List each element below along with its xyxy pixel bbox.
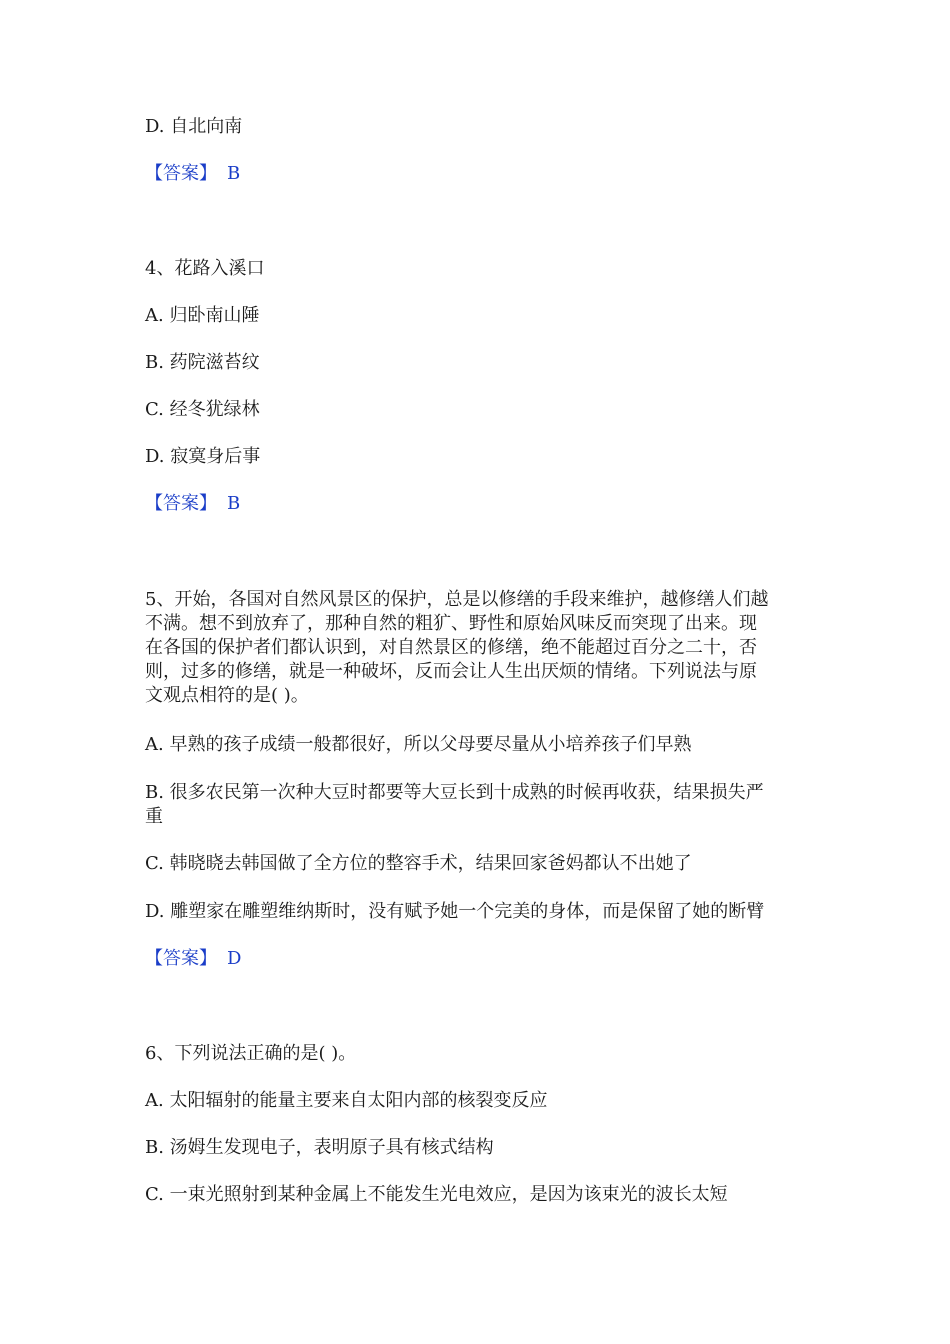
- q5-stem-line-5: 文观点相符的是( )。: [145, 685, 309, 706]
- q4-option-b: B. 药院滋苔纹: [145, 352, 260, 373]
- q5-option-b-line-2: 重: [145, 806, 163, 827]
- answer-label: 【答案】: [145, 163, 217, 184]
- q5-answer: [145, 948, 815, 970]
- answer-value: B: [227, 493, 241, 514]
- q3-option-d: D. 自北向南: [145, 116, 243, 137]
- q6-option-b: B. 汤姆生发现电子，表明原子具有核式结构: [145, 1137, 494, 1158]
- q5-option-b-line-1: B. 很多农民第一次种大豆时都要等大豆长到十成熟的时候再收获，结果损失严: [145, 782, 764, 803]
- q6-option-c: C. 一束光照射到某种金属上不能发生光电效应，是因为该束光的波长太短: [145, 1184, 728, 1205]
- answer-label: 【答案】: [145, 948, 217, 969]
- q4-answer: [145, 493, 815, 515]
- q5-option-a: A. 早熟的孩子成绩一般都很好，所以父母要尽量从小培养孩子们早熟: [145, 734, 692, 755]
- q5-option-d: D. 雕塑家在雕塑维纳斯时，没有赋予她一个完美的身体，而是保留了她的断臂: [145, 901, 765, 922]
- q5-stem-line-1: 5、开始，各国对自然风景区的保护，总是以修缮的手段来维护，越修缮人们越: [145, 589, 769, 610]
- q4-option-a: A. 归卧南山陲: [145, 305, 260, 326]
- q6-option-a: A. 太阳辐射的能量主要来自太阳内部的核裂变反应: [145, 1090, 548, 1111]
- answer-value: B: [227, 163, 241, 184]
- q6-stem: 6、下列说法正确的是( )。: [145, 1043, 357, 1064]
- q5-stem-line-4: 则，过多的修缮，就是一种破坏，反而会让人生出厌烦的情绪。下列说法与原: [145, 661, 757, 682]
- answer-value: D: [227, 948, 242, 969]
- q5-stem-line-2: 不满。想不到放弃了，那种自然的粗犷、野性和原始风味反而突现了出来。现: [145, 613, 757, 634]
- q4-stem: 4、花路入溪口: [145, 258, 265, 279]
- q4-option-c: C. 经冬犹绿林: [145, 399, 260, 420]
- answer-label: 【答案】: [145, 493, 217, 514]
- q5-stem-line-3: 在各国的保护者们都认识到，对自然景区的修缮，绝不能超过百分之二十，否: [145, 637, 757, 658]
- q5-option-c: C. 韩晓晓去韩国做了全方位的整容手术，结果回家爸妈都认不出她了: [145, 853, 692, 874]
- q3-answer: [145, 163, 815, 185]
- q4-option-d: D. 寂寞身后事: [145, 446, 261, 467]
